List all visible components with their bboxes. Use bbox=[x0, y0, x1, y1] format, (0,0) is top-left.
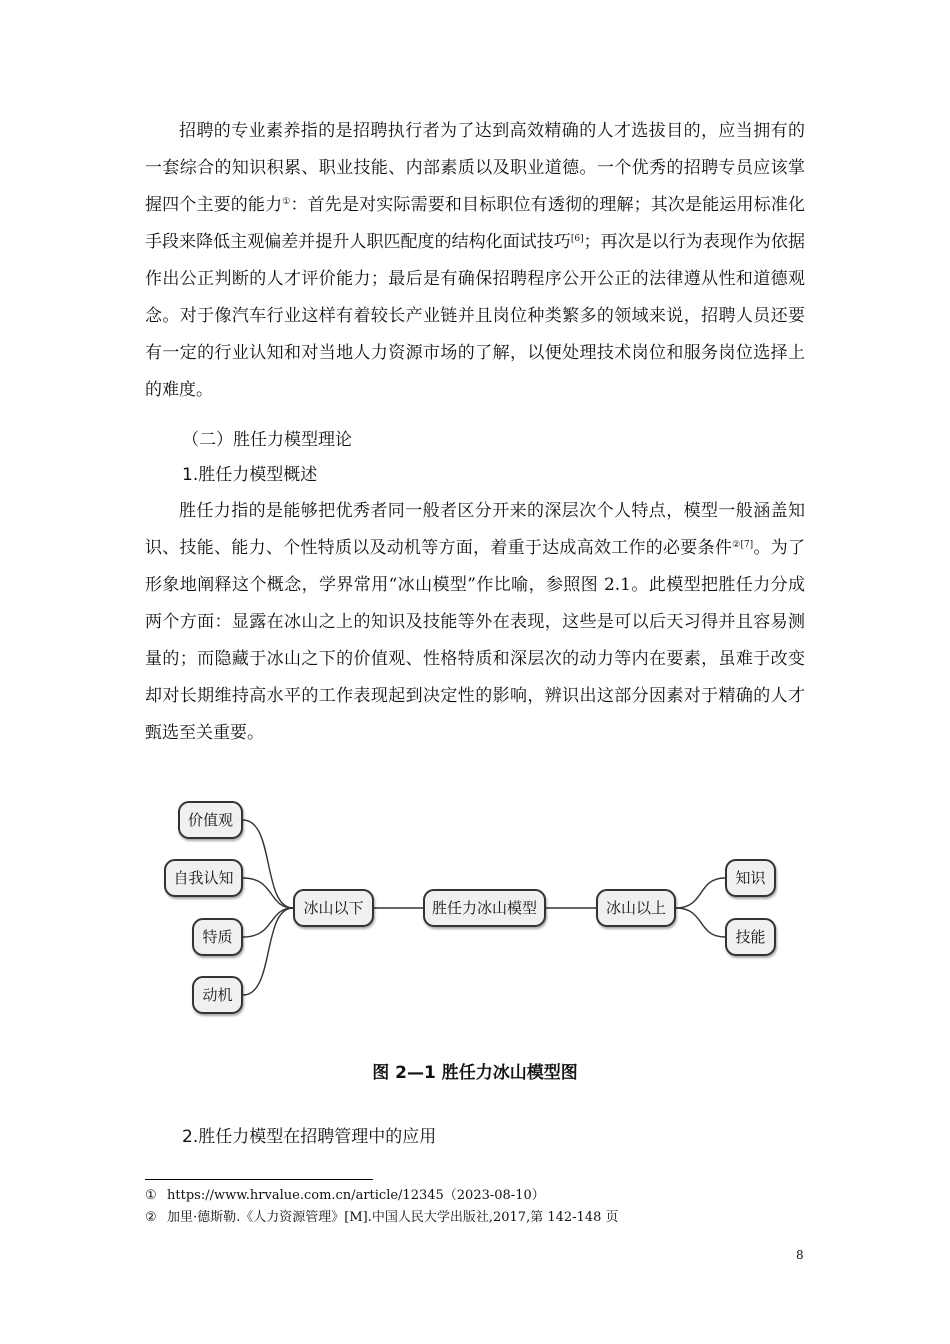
section-heading: （二）胜任力模型理论 bbox=[182, 430, 352, 450]
subsection-heading: 1.胜任力模型概述 bbox=[182, 465, 318, 485]
node-traits: 特质 bbox=[192, 918, 243, 956]
connector-line bbox=[243, 908, 293, 995]
figure-caption: 图 2—1 胜任力冰山模型图 bbox=[372, 1063, 578, 1083]
footnote-marker: ① bbox=[145, 1188, 157, 1203]
connector-line bbox=[243, 878, 293, 908]
paragraph-text: ；再次是以行为表现作为依据作出公正判断的人才评价能力；最后是有确保招聘程序公开公正的法律遵从性和道德观念。对于像汽车行业这样有着较长产业链并且岗位种类繁多的领域来说，招聘人员还要有一定的行业认知和对当地人力资源市场的了解，以便处理技术岗位和服务岗位选择上的难度。 bbox=[145, 232, 805, 400]
footnote-link[interactable]: https://www.hrvalue.com.cn/article/12345（2023-08-10） bbox=[167, 1188, 545, 1203]
paragraph-text: 招聘的专业素养指的是招聘执行者为了达到高效精确的人才选拔目的，应当拥有的一套综合的知识积累、职业技能、内部素质以及职业道德。一个优秀的招聘专员应该掌握四个主要的能力 bbox=[145, 121, 805, 215]
footnote bbox=[145, 1186, 545, 1206]
node-self-cognition: 自我认知 bbox=[164, 859, 243, 897]
iceberg-model-diagram bbox=[0, 790, 950, 1030]
footnote-separator bbox=[145, 1179, 373, 1180]
node-above-iceberg: 冰山以上 bbox=[596, 889, 676, 927]
body-paragraph bbox=[145, 113, 805, 409]
node-values: 价值观 bbox=[178, 801, 243, 839]
body-paragraph bbox=[145, 493, 805, 752]
subsection-heading: 2.胜任力模型在招聘管理中的应用 bbox=[182, 1127, 437, 1147]
paragraph-text: ：首先是对实际需要和目标职位有透彻的理解；其次是能运用标准化手段来降低主观偏差并提升人职匹配度的结构化面试技巧 bbox=[145, 195, 806, 252]
connector-line bbox=[676, 908, 725, 937]
connector-line bbox=[676, 878, 725, 908]
connector-line bbox=[243, 908, 293, 937]
paragraph-text: 胜任力指的是能够把优秀者同一般者区分开来的深层次个人特点，模型一般涵盖知识、技能、能力、个性特质以及动机等方面，着重于达成高效工作的必要条件 bbox=[145, 501, 805, 558]
node-competency-iceberg-model: 胜任力冰山模型 bbox=[423, 889, 546, 927]
footnote-text: 加里·德斯勒.《人力资源管理》[M].中国人民大学出版社,2017,第 142-148 页 bbox=[167, 1210, 619, 1225]
footnote-ref[interactable]: ②[7] bbox=[732, 540, 754, 550]
connector-line bbox=[243, 820, 293, 908]
footnote bbox=[145, 1208, 618, 1228]
node-skills: 技能 bbox=[725, 918, 776, 956]
node-knowledge: 知识 bbox=[725, 859, 776, 897]
node-motivation: 动机 bbox=[192, 976, 243, 1014]
paragraph-text: 。为了形象地阐释这个概念，学界常用“冰山模型”作比喻，参照图 2.1。此模型把胜任力分成两个方面：显露在冰山之上的知识及技能等外在表现，这些是可以后天习得并且容易测量的；而隐藏于冰山之下的价值观、性格特质和深层次的动力等内在要素，虽难于改变却对长期维持高水平的工作表现起到决定性的影响，辨识出这部分因素对于精确的人才甄选至关重要。 bbox=[145, 538, 806, 743]
node-below-iceberg: 冰山以下 bbox=[293, 889, 374, 927]
citation-ref[interactable]: [6] bbox=[570, 234, 584, 244]
footnote-marker: ② bbox=[145, 1210, 157, 1225]
page-number: 8 bbox=[796, 1248, 804, 1262]
footnote-ref[interactable]: ① bbox=[282, 197, 291, 207]
